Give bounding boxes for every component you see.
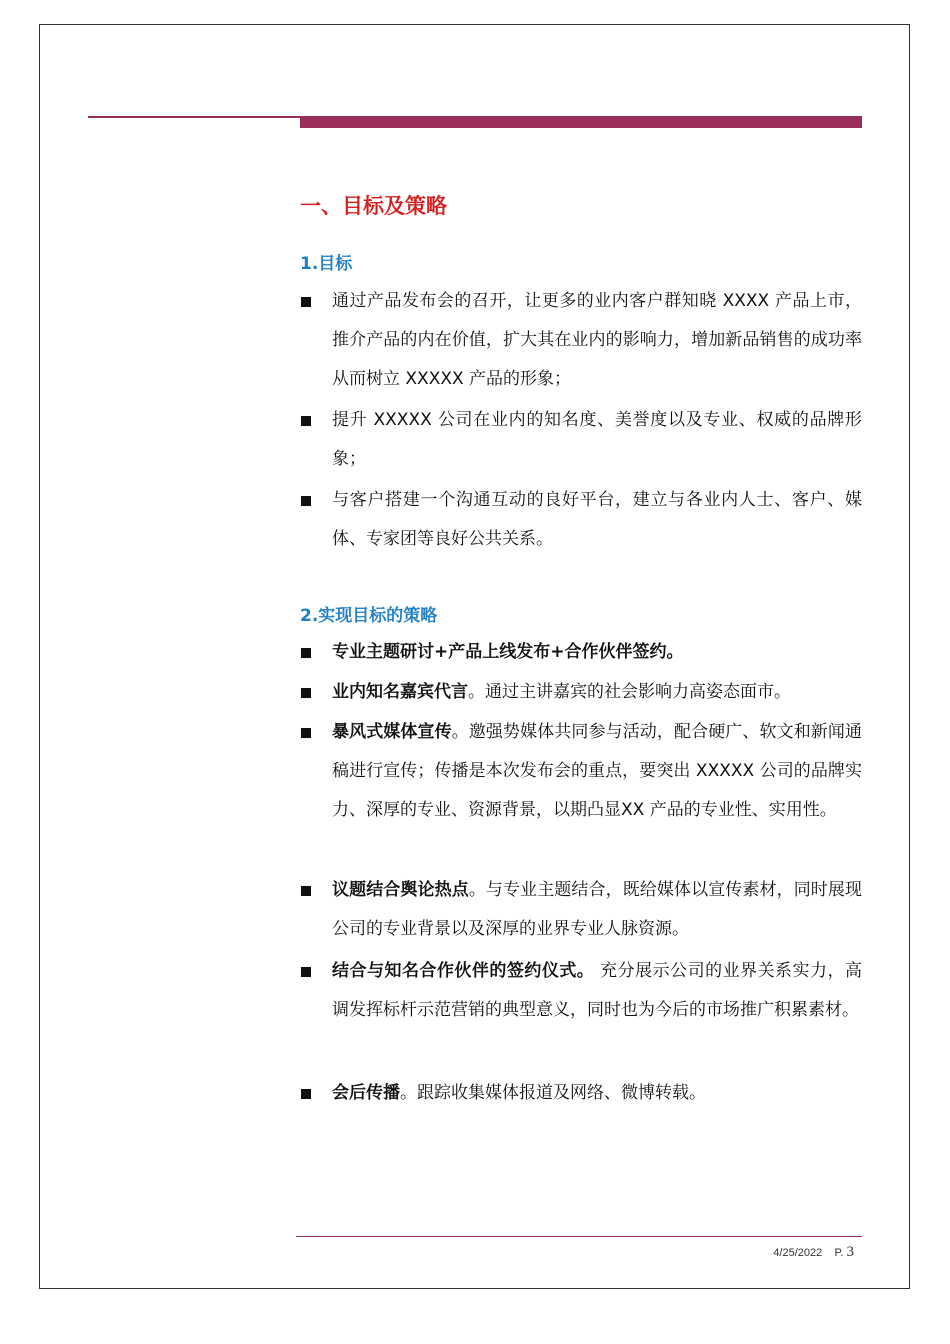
strategy-item-4	[300, 879, 862, 949]
strategy-item-lead: 议题结合舆论热点	[332, 880, 469, 900]
strategy-item-text	[332, 713, 862, 830]
goal-item-2	[300, 409, 862, 479]
strategy-item-3	[300, 721, 862, 830]
strategy-heading: 2.实现目标的策略	[300, 606, 438, 626]
strategy-item-6	[300, 1082, 862, 1113]
strategy-item-lead: 专业主题研讨+产品上线发布+合作伙伴签约。	[332, 642, 684, 662]
square-bullet-icon	[301, 886, 311, 896]
square-bullet-icon	[301, 496, 311, 506]
strategy-item-2	[300, 681, 862, 712]
goal-item-text: 通过产品发布会的召开，让更多的业内客户群知晓 XXXX 产品上市，推介产品的内在价值，扩大其在业内的影响力，增加新品销售的成功率从而树立 XXXXX 产品的形象；	[332, 291, 862, 389]
strategy-item-5	[300, 960, 862, 1030]
footer-divider	[296, 1236, 862, 1237]
square-bullet-icon	[301, 297, 311, 307]
strategy-item-lead: 会后传播	[332, 1083, 400, 1103]
strategy-item-body: 。通过主讲嘉宾的社会影响力高姿态面市。	[468, 682, 791, 702]
strategy-item-text	[332, 871, 862, 949]
square-bullet-icon	[301, 967, 311, 977]
strategy-item-lead: 业内知名嘉宾代言	[332, 682, 468, 702]
square-bullet-icon	[301, 688, 311, 698]
strategy-item-body: 。与专业主题结合，既给媒体以宣传素材，同时展现公司的专业背景以及深厚的业界专业人脉资源。	[332, 880, 863, 939]
footer-date: 4/25/2022	[773, 1247, 823, 1259]
strategy-item-body: 。跟踪收集媒体报道及网络、微博转载。	[400, 1083, 706, 1103]
goal-item-text: 与客户搭建一个沟通互动的良好平台，建立与各业内人士、客户、媒体、专家团等良好公共关系。	[332, 490, 862, 549]
header-accent-bar	[300, 116, 862, 128]
strategy-item-body: 。邀强势媒体共同参与活动，配合硬广、软文和新闻通稿进行宣传；传播是本次发布会的重点，要突出 XXXXX 公司的品牌实力、深厚的专业、资源背景，以期凸显XX 产品的专业性、实用性。	[332, 722, 863, 820]
strategy-item-text	[332, 673, 862, 712]
square-bullet-icon	[301, 648, 311, 658]
square-bullet-icon	[301, 416, 311, 426]
strategy-item-1	[300, 641, 862, 672]
strategy-item-text	[332, 952, 862, 1030]
header-divider-thin	[88, 116, 300, 118]
square-bullet-icon	[301, 1089, 311, 1099]
goal-item-text: 提升 XXXXX 公司在业内的知名度、美誉度以及专业、权威的品牌形象；	[332, 410, 862, 469]
strategy-item-lead: 暴风式媒体宣传	[332, 722, 452, 742]
goals-heading: 1.目标	[300, 254, 353, 274]
page-footer	[773, 1244, 854, 1261]
strategy-item-lead: 结合与知名合作伙伴的签约仪式。	[332, 961, 595, 981]
page-prefix: P.	[834, 1247, 844, 1259]
page-number: 3	[846, 1244, 854, 1260]
square-bullet-icon	[301, 728, 311, 738]
section-title: 一、目标及策略	[300, 194, 447, 218]
strategy-item-body: 充分展示公司的业界关系实力，高调发挥标杆示范营销的典型意义，同时也为今后的市场推广积累素材。	[332, 961, 862, 1020]
goal-item-3	[300, 489, 862, 559]
goal-item-1	[300, 290, 862, 399]
strategy-item-text	[332, 1074, 862, 1113]
strategy-item-text	[332, 633, 862, 672]
